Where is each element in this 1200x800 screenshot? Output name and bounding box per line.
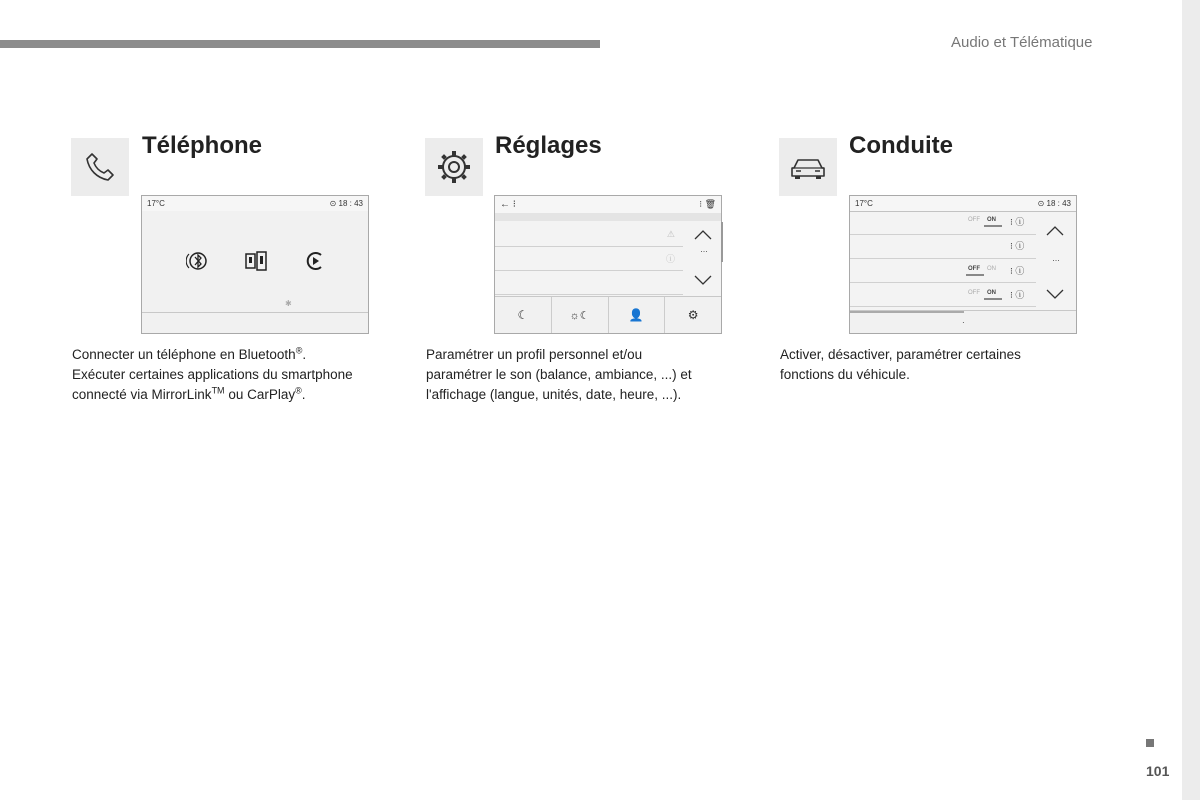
car-icon-box <box>779 138 837 196</box>
clock-icon: ⊙ <box>329 199 337 208</box>
back-icon[interactable]: ← ⁝ <box>500 199 516 210</box>
reglages-tabbar <box>495 296 721 333</box>
reglages-subheader <box>495 213 721 221</box>
toggle-off-label[interactable]: OFF <box>968 290 980 296</box>
toggle-on-label[interactable]: ON <box>987 290 996 296</box>
gear-icon <box>435 148 473 186</box>
telephone-temperature: 17°C <box>147 199 165 208</box>
telephone-status-bar <box>142 196 368 212</box>
toggle-indicator <box>984 225 1002 227</box>
toggle-indicator <box>984 298 1002 300</box>
scrollbar[interactable] <box>721 222 723 262</box>
clock-icon: ⊙ <box>1037 199 1045 208</box>
info-icon[interactable]: ⁝ ⓘ <box>1010 290 1025 300</box>
reglages-toolbar <box>495 196 721 214</box>
play-icon[interactable] <box>304 250 326 272</box>
info-icon[interactable]: ⁝ ⓘ <box>1010 266 1025 276</box>
page-marker <box>1146 739 1154 747</box>
chevron-down-icon[interactable] <box>1045 288 1065 300</box>
page-edge-strip <box>1182 0 1200 800</box>
toggle-indicator <box>966 274 984 276</box>
toggle-on-label[interactable]: ON <box>987 217 996 223</box>
brightness-icon[interactable]: ☼☾ <box>552 297 609 333</box>
telephone-title: Téléphone <box>142 132 263 159</box>
conduite-toggle-row[interactable] <box>850 235 1036 259</box>
info-icon[interactable]: ⁝ ⓘ <box>1010 217 1025 227</box>
conduite-toggle-row[interactable] <box>850 211 1036 235</box>
info-icon: ⓘ <box>665 254 675 264</box>
profile-icon[interactable]: 👤 <box>609 297 666 333</box>
conduite-temperature: 17°C <box>855 199 873 208</box>
page-dot: · <box>962 318 965 327</box>
mirror-screen-icon[interactable] <box>244 250 268 272</box>
chevron-up-icon[interactable] <box>1045 225 1065 237</box>
chevron-down-icon[interactable] <box>693 274 713 286</box>
reglages-row[interactable] <box>495 247 683 271</box>
toggle-off-label[interactable]: OFF <box>968 266 980 272</box>
reglages-row[interactable] <box>495 271 683 295</box>
reglages-screen <box>494 195 722 334</box>
reglages-description: Paramétrer un profil personnel et/ou paramétrer le son (balance, ambiance, ...) et l'affichage (langue, unités, date, heure, ...). <box>426 347 692 402</box>
reglages-title: Réglages <box>495 132 602 159</box>
telephone-clock: ⊙ 18 : 43 <box>329 199 363 208</box>
info-icon[interactable]: ⁝ ⓘ <box>1010 241 1025 251</box>
conduite-title: Conduite <box>849 132 953 159</box>
bluetooth-small-icon: ✱ <box>285 299 292 308</box>
conduite-clock: ⊙ 18 : 43 <box>1037 199 1071 208</box>
phone-icon <box>83 150 117 184</box>
bluetooth-icon[interactable] <box>186 249 210 273</box>
section-title: Audio et Télématique <box>951 34 1093 51</box>
moon-icon[interactable]: ☾ <box>495 297 552 333</box>
conduite-status-bar <box>850 196 1076 212</box>
toggle-off-label[interactable]: OFF <box>968 217 980 223</box>
settings-icon[interactable]: ⚙ <box>687 308 699 322</box>
more-dots: … <box>700 245 708 254</box>
conduite-toggle-row[interactable] <box>850 259 1036 283</box>
telephone-screen-footer <box>142 312 368 333</box>
more-dots: … <box>1052 254 1060 263</box>
telephone-description: Connecter un téléphone en Bluetooth®. Exécuter certaines applications du smartphone connecté via MirrorLink™ ou CarPlay®. <box>72 345 353 402</box>
phone-icon-box <box>71 138 129 196</box>
page-indicator <box>850 311 964 313</box>
chevron-up-icon[interactable] <box>693 229 713 241</box>
conduite-screen-footer <box>850 310 1076 333</box>
header-bar <box>0 40 600 48</box>
gear-icon-box <box>425 138 483 196</box>
page-number: 101 <box>1146 763 1170 779</box>
reglages-row[interactable] <box>495 223 683 247</box>
warning-icon: ⚠ <box>666 229 675 239</box>
car-icon <box>788 152 828 182</box>
conduite-screen <box>849 195 1077 334</box>
conduite-toggle-row[interactable] <box>850 283 1036 307</box>
toggle-on-label[interactable]: ON <box>987 266 996 272</box>
trash-icon[interactable]: ⁝ 🗑 <box>699 199 716 209</box>
conduite-description: Activer, désactiver, paramétrer certaines fonctions du véhicule. <box>780 347 1021 382</box>
telephone-screen <box>141 195 369 334</box>
telephone-screen-body <box>142 211 368 313</box>
